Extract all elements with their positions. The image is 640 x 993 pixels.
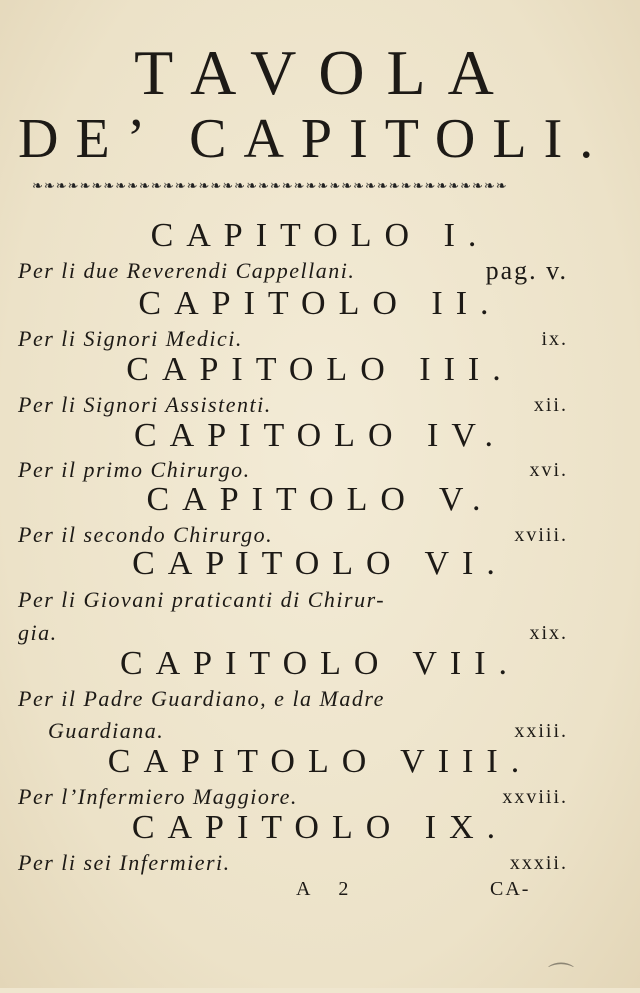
chapter-heading: CAPITOLO VIII. <box>107 743 533 780</box>
chapter-heading: CAPITOLO II. <box>138 285 502 322</box>
toc-entry[interactable] <box>18 848 568 878</box>
chapter-heading: CAPITOLO VI. <box>132 545 508 582</box>
toc-entry[interactable] <box>18 585 568 615</box>
toc-entry[interactable] <box>18 256 568 286</box>
page-title-line2: DE’ CAPITOLI. <box>18 108 611 170</box>
toc-entry[interactable] <box>18 390 568 420</box>
toc-entry-text: Per li sei Infermieri. <box>18 850 231 875</box>
pencil-mark-icon: ⌒ <box>548 962 575 992</box>
toc-page-number: xviii. <box>514 524 568 546</box>
toc-page-number: xxiii. <box>514 720 568 742</box>
toc-entry[interactable] <box>18 782 568 812</box>
toc-page-number: xxxii. <box>509 852 568 874</box>
toc-page-number: xii. <box>533 394 568 416</box>
toc-entry-text: Per il secondo Chirurgo. <box>18 522 274 547</box>
toc-entry[interactable] <box>18 684 568 714</box>
toc-entry-text: gia. <box>18 620 58 645</box>
page-footer <box>0 876 640 902</box>
toc-entry-continuation[interactable] <box>18 618 568 648</box>
signature-mark: A 2 <box>296 878 361 900</box>
toc-entry-text: Per li Signori Medici. <box>18 326 243 351</box>
chapter-heading: CAPITOLO IX. <box>131 809 509 846</box>
toc-entry[interactable] <box>18 324 568 354</box>
chapter-heading: CAPITOLO VII. <box>119 645 521 682</box>
toc-entry-text: Per li Giovani praticanti di Chirur- <box>18 587 386 612</box>
toc-entry-text: Per il Padre Guardiano, e la Madre <box>18 686 385 711</box>
chapter-heading: CAPITOLO I. <box>150 217 490 254</box>
toc-page-number: ix. <box>541 328 568 350</box>
toc-entry-text: Per li due Reverendi Cappellani. <box>18 258 356 283</box>
toc-entry-text: Per il primo Chirurgo. <box>18 457 251 482</box>
chapter-heading: CAPITOLO III. <box>126 351 514 388</box>
catchword: CA- <box>490 878 531 900</box>
chapter-heading: CAPITOLO V. <box>146 481 494 518</box>
toc-entry-continuation[interactable] <box>48 716 568 746</box>
page-title-line1: TAVOLA <box>134 37 516 108</box>
toc-page-number: xix. <box>529 622 568 644</box>
toc-entry-text: Guardiana. <box>48 718 165 743</box>
chapter-heading: CAPITOLO IV. <box>134 417 506 454</box>
toc-page-number: pag. v. <box>485 256 568 285</box>
toc-entry-text: Per li Signori Assistenti. <box>18 392 272 417</box>
toc-page-number: xvi. <box>529 459 568 481</box>
toc-entry-text: Per l’Infermiero Maggiore. <box>18 784 298 809</box>
fleuron-border-icon: ❧❧❧❧❧❧❧❧❧❧❧❧❧❧❧❧❧❧❧❧❧❧❧❧❧❧❧❧❧❧❧❧❧❧❧❧❧❧❧❧ <box>32 180 508 194</box>
toc-page-number: xxviii. <box>502 786 568 808</box>
